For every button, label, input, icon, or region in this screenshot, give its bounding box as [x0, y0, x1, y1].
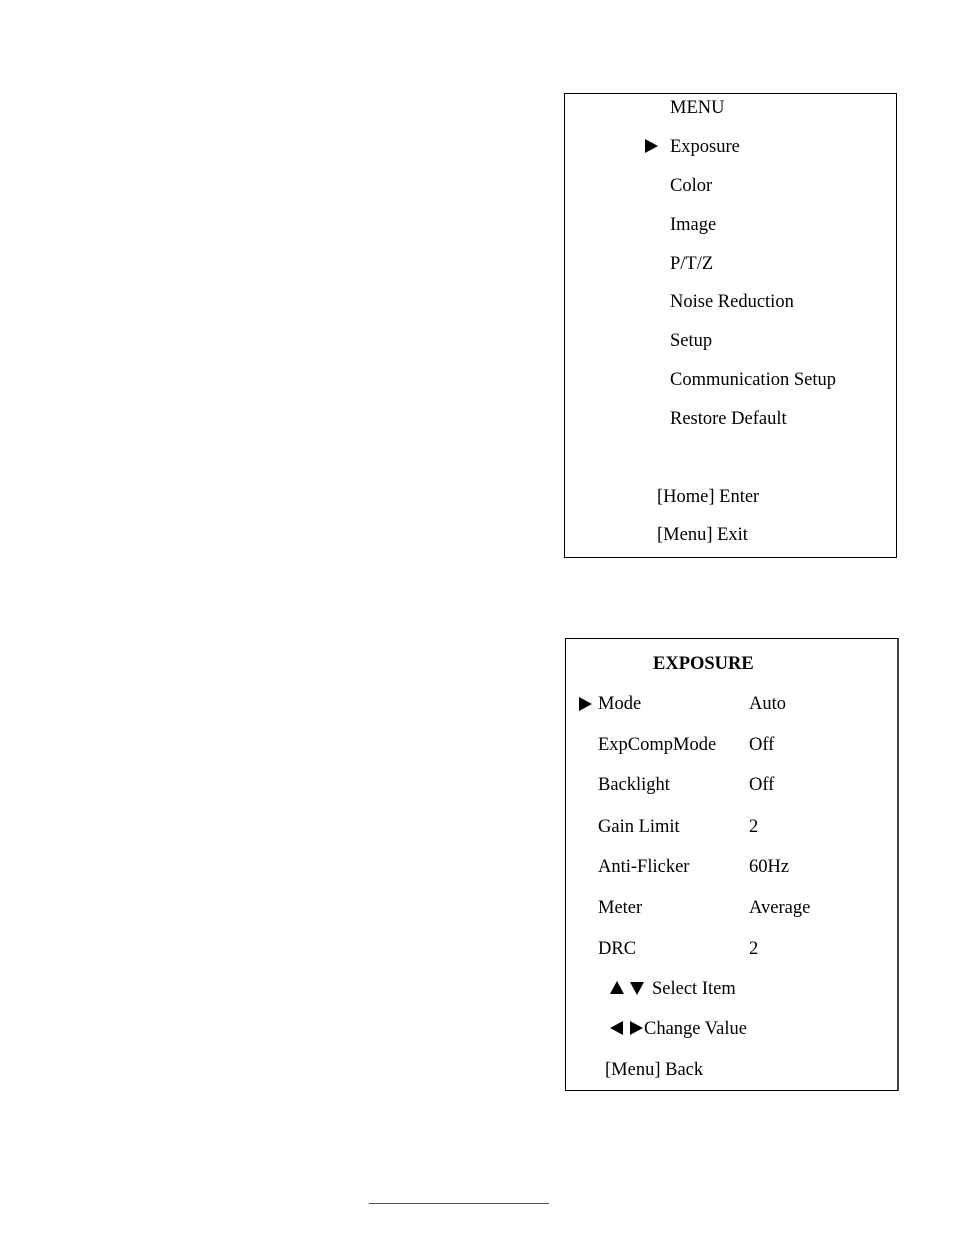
menu-item-communication-setup[interactable]: Communication Setup — [670, 370, 836, 390]
right-triangle-icon — [630, 1021, 643, 1035]
row-value-backlight[interactable]: Off — [749, 775, 775, 795]
hint-home-enter: [Home] Enter — [657, 487, 760, 507]
selection-right-triangle-icon — [579, 697, 592, 711]
row-label-mode[interactable]: Mode — [598, 694, 642, 714]
row-value-mode[interactable]: Auto — [749, 694, 786, 714]
exposure-title: EXPOSURE — [653, 654, 754, 674]
row-label-gain-limit[interactable]: Gain Limit — [598, 817, 680, 837]
menu-item-restore-default[interactable]: Restore Default — [670, 409, 787, 429]
main-menu-panel — [564, 93, 897, 558]
left-triangle-icon — [610, 1021, 623, 1035]
selection-right-triangle-icon — [645, 139, 658, 153]
menu-item-image[interactable]: Image — [670, 215, 717, 235]
menu-item-exposure[interactable]: Exposure — [670, 137, 740, 157]
menu-item-color[interactable]: Color — [670, 176, 713, 196]
hint-change-value: Change Value — [644, 1019, 747, 1039]
menu-item-ptz[interactable]: P/T/Z — [670, 254, 714, 274]
row-label-expcompmode[interactable]: ExpCompMode — [598, 735, 717, 755]
menu-title: MENU — [670, 98, 725, 118]
row-label-anti-flicker[interactable]: Anti-Flicker — [598, 857, 690, 877]
row-value-expcompmode[interactable]: Off — [749, 735, 775, 755]
row-value-anti-flicker[interactable]: 60Hz — [749, 857, 790, 877]
row-value-gain-limit[interactable]: 2 — [749, 817, 759, 837]
menu-item-setup[interactable]: Setup — [670, 331, 713, 351]
hint-select-item: Select Item — [652, 979, 736, 999]
row-label-backlight[interactable]: Backlight — [598, 775, 670, 795]
exposure-menu-panel — [565, 638, 899, 1091]
row-label-meter[interactable]: Meter — [598, 898, 643, 918]
up-triangle-icon — [610, 981, 624, 994]
row-value-drc[interactable]: 2 — [749, 939, 759, 959]
footer-link-underline — [369, 1203, 549, 1204]
row-label-drc[interactable]: DRC — [598, 939, 637, 959]
row-value-meter[interactable]: Average — [749, 898, 811, 918]
menu-item-noise-reduction[interactable]: Noise Reduction — [670, 292, 794, 312]
down-triangle-icon — [630, 982, 644, 995]
hint-menu-exit: [Menu] Exit — [657, 525, 748, 545]
hint-menu-back: [Menu] Back — [605, 1060, 704, 1080]
